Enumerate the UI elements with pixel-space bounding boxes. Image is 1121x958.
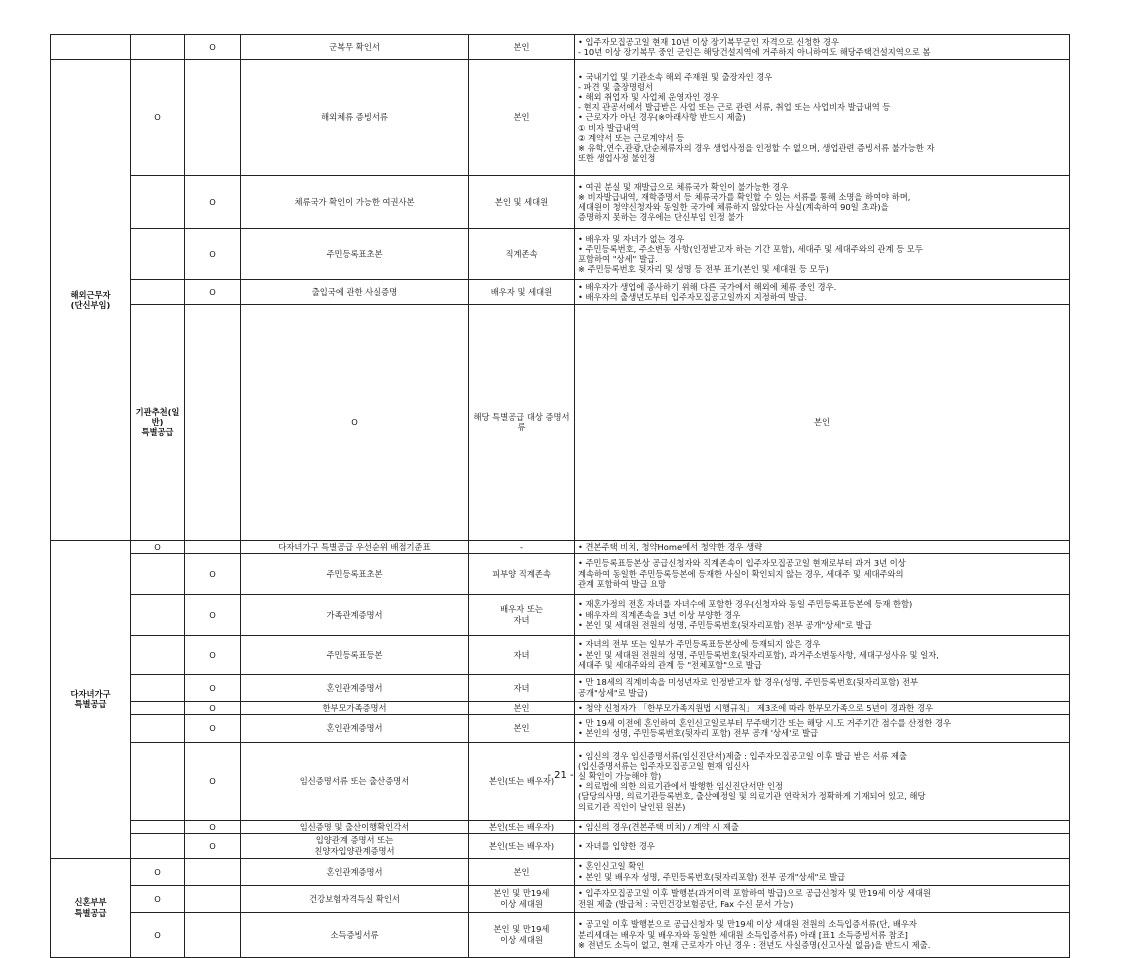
check-column-1 <box>131 35 185 60</box>
check-column-1 <box>131 229 185 280</box>
group-label-institution: 기관추천(일반) 특별공급 <box>131 305 185 541</box>
check-column-1 <box>131 833 185 858</box>
group-label-newlywed: 신혼부부 특별공급 <box>51 858 131 957</box>
table-row <box>51 229 1070 280</box>
document-name: 혼인관계증명서 <box>241 714 469 742</box>
document-description: • 청약 신청자가 「한부모가족지원법 시행규칙」 제3조에 따라 한부모가족으로 5년이 경과한 경우 <box>575 701 1070 714</box>
issue-target: 본인(또는 배우자) <box>469 833 575 858</box>
required-mark: O <box>131 912 185 957</box>
required-mark: O <box>185 594 241 635</box>
check-column-1 <box>131 553 185 594</box>
table-row <box>51 553 1070 594</box>
document-description: • 자녀의 전부 또는 일부가 주민등록표등본상에 등재되지 않은 경우 • 본인 및 세대원 전원의 성명, 주민등록번호(뒷자리포함), 과거주소변동사항, 세대구성사유 및 일자, 세대주 및 세대주와의 관계 등 "전체포함"으로 발급 <box>575 635 1070 674</box>
required-mark: O <box>185 176 241 229</box>
issue-target: 배우자 또는 자녀 <box>469 594 575 635</box>
table-row <box>51 635 1070 674</box>
table-row <box>51 60 1070 176</box>
check-column-1 <box>131 280 185 305</box>
required-mark: O <box>185 35 241 60</box>
document-name: 주민등록표등본 <box>241 635 469 674</box>
required-mark: O <box>185 553 241 594</box>
group-label-overseas: 해외근무자 (단신부임) <box>51 60 131 541</box>
document-name: 주민등록표초본 <box>241 553 469 594</box>
document-name: 한부모가족증명서 <box>241 701 469 714</box>
group-cell-empty <box>51 35 131 60</box>
check-column-1 <box>131 674 185 701</box>
required-mark: O <box>131 60 185 176</box>
issue-target: - <box>469 540 575 553</box>
document-name: 가족관계증명서 <box>241 594 469 635</box>
required-documents-table <box>50 34 1070 958</box>
table-row <box>51 176 1070 229</box>
document-name: 다자녀가구 특별공급 우선순위 배점기준표 <box>241 540 469 553</box>
required-mark: O <box>185 714 241 742</box>
table-row <box>51 594 1070 635</box>
table-row <box>51 885 1070 912</box>
check-column-1 <box>131 176 185 229</box>
check-column-1 <box>131 594 185 635</box>
required-mark: O <box>185 674 241 701</box>
check-column-1 <box>131 714 185 742</box>
document-description: • 공고일 이후 발행분으로 공급신청자 및 만19세 이상 세대원 전원의 소득입증서류(단, 배우자 분리세대는 배우자 및 배우자와 동일한 세대원 소득입증서류) 아래 [표1 소득증빙서류 참조] ※ 전년도 소득이 없고, 현재 근로자가 아닌 경우 : 전년도 사실증명(신고사실 없음)을 반드시 제출. <box>575 912 1070 957</box>
table-row <box>51 305 1070 541</box>
required-mark: O <box>131 885 185 912</box>
required-mark: O <box>185 701 241 714</box>
required-mark: O <box>131 540 185 553</box>
document-description: • 임신의 경우 임신증명서류(임신진단서)제출 : 입주자모집공고일 이후 발급 받은 서류 제출 (입신증명서류는 입주자모집공고일 현재 임신사 실 확인이 가능해야 함) • 의료법에 의한 의료기관에서 발행한 임신진단서만 인정 (담당의사명, 의료기관등록번호, 출산예정일 및 의료기관 연락처가 정확하게 기재되어 있고, 해당 의료기관 직인이 날인된 원본) <box>575 742 1070 820</box>
document-name: 임신증명서류 또는 출산증명서 <box>241 742 469 820</box>
table-row <box>51 714 1070 742</box>
table-row <box>51 540 1070 553</box>
check-column-1 <box>185 305 241 541</box>
document-name: 혼인관계증명서 <box>241 858 469 885</box>
required-mark: O <box>131 858 185 885</box>
required-mark: O <box>185 280 241 305</box>
table-row <box>51 858 1070 885</box>
table-row <box>51 833 1070 858</box>
required-mark: O <box>185 742 241 820</box>
issue-target: 본인(또는 배우자) <box>469 820 575 833</box>
required-mark: O <box>185 820 241 833</box>
document-description: • 만 18세의 직계비속을 미성년자로 인정받고자 할 경우(성명, 주민등록번호(뒷자리포함) 전부 공개"상세"로 발급) <box>575 674 1070 701</box>
table-row <box>51 280 1070 305</box>
check-column-1 <box>131 742 185 820</box>
issue-target: 자녀 <box>469 635 575 674</box>
document-name: 주민등록표초본 <box>241 229 469 280</box>
issue-target: 본인 <box>469 714 575 742</box>
issue-target: 본인 및 만19세 이상 세대원 <box>469 912 575 957</box>
required-mark: O <box>241 305 469 541</box>
issue-target: 피부양 직계존속 <box>469 553 575 594</box>
document-description: • 주민등록표등본상 공급신청자와 직계존속이 입주자모집공고일 현재로부터 과거 3년 이상 계속하여 동일한 주민등록등본에 등재한 사실이 확인되지 않는 경우, 세대주 및 세대주와의 관계 포함하여 발급 요망 <box>575 553 1070 594</box>
issue-target: 본인(또는 배우자) <box>469 742 575 820</box>
table-row <box>51 742 1070 820</box>
issue-target: 본인 및 세대원 <box>469 176 575 229</box>
issue-target: 본인 및 만19세 이상 세대원 <box>469 885 575 912</box>
document-name: 혼인관계증명서 <box>241 674 469 701</box>
document-description: • 입주자모집공고일 현재 10년 이상 장기복무군인 자격으로 신청한 경우 - 10년 이상 장기복무 중인 군인은 해당건설지역에 거주하지 아니하여도 해당주택건설지역으로 봄 <box>575 35 1070 60</box>
document-description: • 자녀를 입양한 경우 <box>575 833 1070 858</box>
check-column-2 <box>185 885 241 912</box>
issue-target: 본인 <box>469 60 575 176</box>
group-label-multichild: 다자녀가구 특별공급 <box>51 540 131 858</box>
issue-target: 본인 <box>575 305 1070 541</box>
check-column-2 <box>185 540 241 553</box>
required-mark: O <box>185 635 241 674</box>
required-mark: O <box>185 229 241 280</box>
issue-target: 배우자 및 세대원 <box>469 280 575 305</box>
issue-target: 본인 <box>469 35 575 60</box>
document-name: 입양관계 증명서 또는 친양자입양관계증명서 <box>241 833 469 858</box>
document-name: 해당 특별공급 대상 증명서류 <box>469 305 575 541</box>
issue-target: 본인 <box>469 858 575 885</box>
document-description: • 배우자가 생업에 종사하기 위해 다른 국가에서 해외에 체류 중인 경우. • 배우자의 출생년도부터 입주자모집공고일까지 지정하여 발급. <box>575 280 1070 305</box>
check-column-2 <box>185 858 241 885</box>
document-description: • 만 19세 이전에 혼인하여 혼인신고일로부터 무주택기간 또는 해당 시.도 거주기간 점수를 산정한 경우 • 본인의 성명, 주민등록번호(뒷자리 포함) 전부 공개 '상세'로 발급 <box>575 714 1070 742</box>
table-row <box>51 674 1070 701</box>
document-name: 체류국가 확인이 가능한 여권사본 <box>241 176 469 229</box>
document-name: 소득증빙서류 <box>241 912 469 957</box>
table-row <box>51 912 1070 957</box>
check-column-1 <box>131 820 185 833</box>
document-name: 해외체류 증빙서류 <box>241 60 469 176</box>
document-name: 임신증명 및 출산이행확인각서 <box>241 820 469 833</box>
issue-target: 직계존속 <box>469 229 575 280</box>
document-description: • 여권 분실 및 재발급으로 체류국가 확인이 불가능한 경우 ※ 비자발급내역, 재학증명서 등 체류국가를 확인할 수 있는 서류를 통해 소명을 하여야 하며, 세대원이 청약신청자와 동일한 국가에 체류하지 않았다는 사실(계속하여 90일 초과)을 증명하지 못하는 경우에는 단신부임 인정 불가 <box>575 176 1070 229</box>
check-column-2 <box>185 60 241 176</box>
document-description: • 국내기업 및 기관소속 해외 주재원 및 출장자인 경우 - 파견 및 출장명령서 • 해외 취업자 및 사업체 운영자인 경우 - 현지 관공서에서 발급받은 사업 또는 근로 관련 서류, 취업 또는 사업비자 발급내역 등 • 근로자가 아닌 경우(※아래사항 반드시 제출) ① 비자 발급내역 ② 계약서 또는 근로계약서 등 ※ 유학,연수,관광,단순체류자의 경우 생업사정을 인정할 수 없으며, 생업관련 증빙서류 불가능한 자 또한 생업사정 불인정 <box>575 60 1070 176</box>
check-column-1 <box>131 701 185 714</box>
table-row <box>51 820 1070 833</box>
issue-target: 본인 <box>469 701 575 714</box>
issue-target: 자녀 <box>469 674 575 701</box>
document-name: 군복무 확인서 <box>241 35 469 60</box>
document-description: • 임신의 경우(견본주택 비치) / 계약 시 제출 <box>575 820 1070 833</box>
document-description: • 입주자모집공고일 이후 발행분(과거이력 포함하여 발급)으로 공급신청자 및 만19세 이상 세대원 전원 제출 (발급처 : 국민건강보험공단, Fax 수신 문서 가능) <box>575 885 1070 912</box>
document-description: • 배우자 및 자녀가 없는 경우 • 주민등록번호, 주소변동 사항(인정받고자 하는 기간 포함), 세대주 및 세대주와의 관계 등 모두 포함하여 "상세" 발급. ※ 주민등록번호 뒷자리 및 성명 등 전부 표기(본인 및 세대원 등 모두) <box>575 229 1070 280</box>
check-column-1 <box>131 635 185 674</box>
required-mark: O <box>185 833 241 858</box>
document-description: • 혼인신고일 확인 • 본인 및 배우자 성명, 주민등록번호(뒷자리포함) 전부 공개"상세"로 발급 <box>575 858 1070 885</box>
table-row <box>51 701 1070 714</box>
check-column-2 <box>185 912 241 957</box>
document-name: 건강보험자격득실 확인서 <box>241 885 469 912</box>
document-description: • 재혼가정의 전혼 자녀를 자녀수에 포함한 경우(신청자와 동일 주민등록표등본에 등재 한함) • 배우자의 직계존속을 3년 이상 부양한 경우 • 본인 및 세대원 전원의 성명, 주민등록번호(뒷자리포함) 전부 공개"상세"로 발급 <box>575 594 1070 635</box>
document-name: 출입국에 관한 사실증명 <box>241 280 469 305</box>
page-number: - 21 - <box>547 770 574 781</box>
table-row <box>51 35 1070 60</box>
document-description: • 견본주택 비치, 청약Home에서 청약한 경우 생략 <box>575 540 1070 553</box>
